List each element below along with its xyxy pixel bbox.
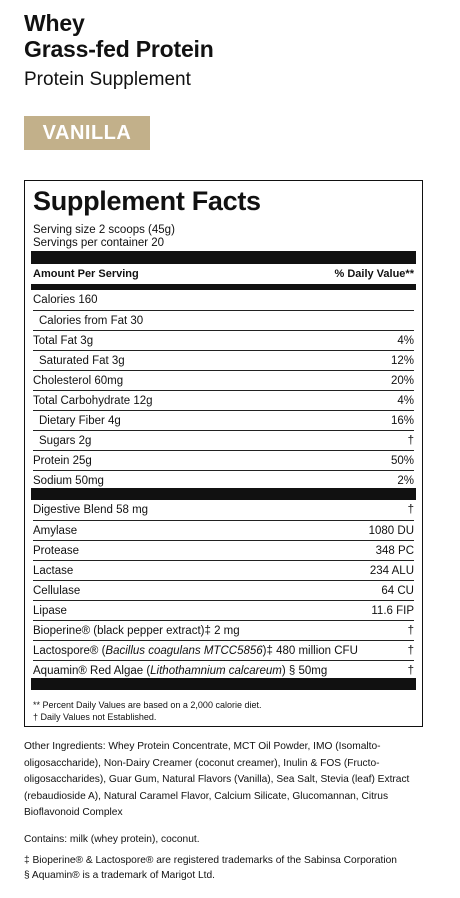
blend-name: Lactase <box>33 564 74 577</box>
nutrient-daily-value: † <box>407 434 414 447</box>
nutrient-name: Saturated Fat 3g <box>39 354 125 367</box>
nutrient-row <box>33 410 414 430</box>
footnote-not-established: † Daily Values not Established. <box>33 712 157 722</box>
nutrient-row <box>33 330 414 350</box>
nutrient-name: Total Fat 3g <box>33 334 94 347</box>
contains-statement: Contains: milk (whey protein), coconut. <box>24 834 200 845</box>
product-header <box>24 10 214 93</box>
nutrient-daily-value: 20% <box>390 374 414 387</box>
nutrient-row <box>33 310 414 330</box>
other-ingredients: Other Ingredients: Whey Protein Concentrate, MCT Oil Powder, IMO (Isomalto-oligosaccharide), Non-Dairy Creamer (coconut creamer), Inulin & FOS (Fructo-oligosaccharides), Guar Gum, Natural Flavors (Vanilla), Sea Salt, Stevia (leaf) Extract (rebaudioside A), Natural Caramel Flavor, Calcium Silicate, Glucomannan, Citrus Bioflavonoid Complex <box>24 741 410 818</box>
nutrient-name: Cholesterol 60mg <box>33 374 124 387</box>
blend-name: Protease <box>33 544 80 557</box>
nutrient-daily-value: 50% <box>390 454 414 467</box>
facts-footnotes <box>33 699 261 723</box>
nutrient-row <box>33 430 414 450</box>
nutrient-row <box>33 370 414 390</box>
ingredient-daily-value: † <box>407 664 414 677</box>
nutrient-daily-value: 16% <box>390 414 414 427</box>
blend-row <box>33 520 414 540</box>
ingredient-text: )‡ 480 million CFU <box>262 644 358 657</box>
trademark-marigot: § Aquamin® is a trademark of Marigot Ltd. <box>24 870 215 881</box>
ingredient-text: Bioperine® (black pepper extract)‡ 2 mg <box>33 624 240 637</box>
nutrient-row <box>33 450 414 470</box>
supplement-facts-panel <box>24 180 423 727</box>
facts-title: Supplement Facts <box>33 186 261 216</box>
serving-size: Serving size 2 scoops (45g) <box>33 224 175 236</box>
blend-name: Cellulase <box>33 584 81 597</box>
nutrient-row <box>33 390 414 410</box>
ingredient-text: Lactospore® ( <box>33 644 106 657</box>
trademark-sabinsa: ‡ Bioperine® & Lactospore® are registered trademarks of the Sabinsa Corporation <box>24 854 397 866</box>
amount-header-row <box>33 264 414 284</box>
nutrient-name: Sugars 2g <box>39 434 92 447</box>
daily-value-label: % Daily Value** <box>334 268 414 280</box>
nutrient-name: Sodium 50mg <box>33 474 104 487</box>
blend-amount: 234 ALU <box>369 564 414 577</box>
ingredient-daily-value: † <box>407 644 414 657</box>
thick-divider <box>31 251 416 264</box>
blend-amount: 11.6 FIP <box>371 604 414 617</box>
amount-per-serving-label: Amount Per Serving <box>33 268 139 280</box>
blend-row <box>33 580 414 600</box>
ingredient-row <box>33 620 414 640</box>
blend-name: Lipase <box>33 604 67 617</box>
nutrient-row <box>33 290 414 310</box>
allergen-and-trademark-info <box>24 832 434 884</box>
nutrient-daily-value: 2% <box>397 474 414 487</box>
blend-row <box>33 540 414 560</box>
blend-name: Amylase <box>33 524 78 537</box>
footnote-daily-values: ** Percent Daily Values are based on a 2,000 calorie diet. <box>33 700 262 710</box>
ingredient-name <box>33 665 327 677</box>
blend-row <box>33 600 414 620</box>
ingredient-row <box>33 660 414 680</box>
ingredient-name <box>33 645 358 657</box>
nutrient-daily-value: 4% <box>397 394 414 407</box>
thick-divider <box>31 488 416 500</box>
blend-row <box>33 560 414 580</box>
ingredient-text: Aquamin® Red Algae ( <box>33 664 151 677</box>
blend-amount: 64 CU <box>381 584 414 597</box>
ingredient-daily-value: † <box>407 624 414 637</box>
ingredient-row <box>33 640 414 660</box>
blend-amount: † <box>407 504 414 516</box>
nutrient-name: Protein 25g <box>33 454 92 467</box>
thick-divider <box>31 678 416 690</box>
blend-row <box>33 500 414 520</box>
ingredient-text: ) § 50mg <box>281 664 328 677</box>
flavor-badge: VANILLA <box>24 116 150 150</box>
nutrient-row <box>33 350 414 370</box>
product-subtitle: Protein Supplement <box>24 69 191 90</box>
nutrient-name: Total Carbohydrate 12g <box>33 394 153 407</box>
nutrient-name: Calories from Fat 30 <box>39 314 144 327</box>
blend-name: Digestive Blend 58 mg <box>33 504 149 516</box>
nutrient-name: Calories 160 <box>33 294 98 306</box>
ingredient-name <box>33 625 240 637</box>
ingredient-latin-name: Bacillus coagulans MTCC5856 <box>105 644 263 657</box>
servings-per-container: Servings per container 20 <box>33 237 165 249</box>
nutrient-daily-value: 12% <box>390 354 414 367</box>
nutrient-name: Dietary Fiber 4g <box>39 414 121 427</box>
blend-amount: 1080 DU <box>368 524 414 537</box>
blend-amount: 348 PC <box>375 544 414 557</box>
serving-info <box>33 224 175 250</box>
nutrient-daily-value: 4% <box>397 334 414 347</box>
product-title-line1: Whey <box>24 10 85 36</box>
ingredient-latin-name: Lithothamnium calcareum <box>150 664 282 677</box>
product-title-line2: Grass-fed Protein <box>24 36 214 62</box>
nutrient-row <box>33 470 414 490</box>
